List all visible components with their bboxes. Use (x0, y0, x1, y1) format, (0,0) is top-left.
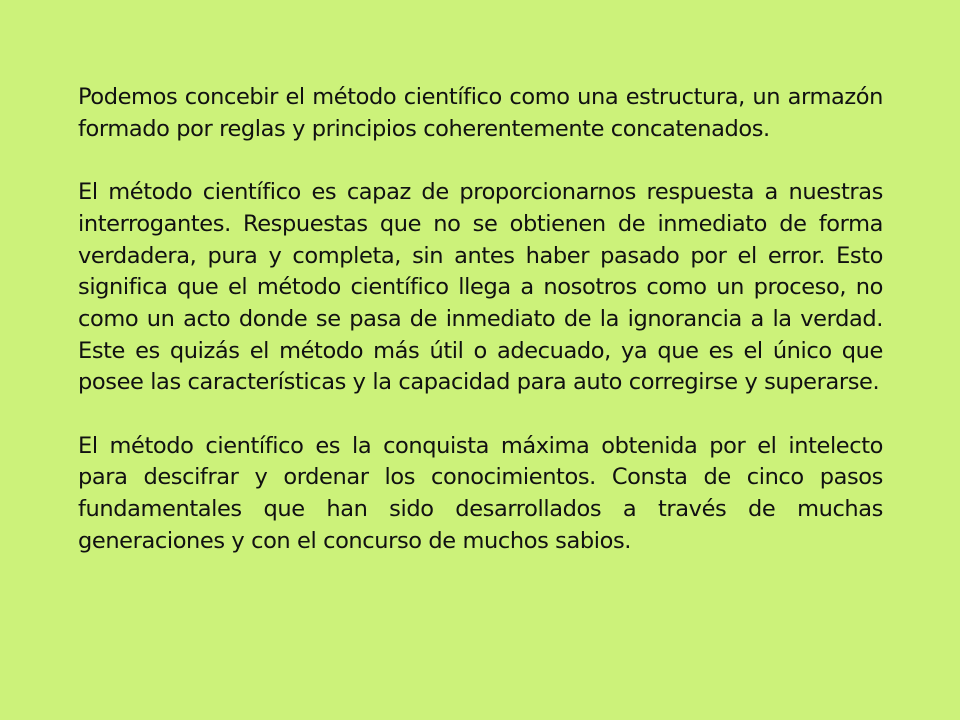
slide-body (78, 82, 883, 558)
paragraph-3: El método científico es la conquista máxima obtenida por el intelecto para descifrar y ordenar los conocimientos. Consta de cinco pasos fundamentales que han sido desarrollados a través de muchas generaciones y con el concurso de muchos sabios. (78, 432, 883, 554)
paragraph-2: El método científico es capaz de proporcionarnos respuesta a nuestras interrogantes. Respuestas que no se obtienen de inmediato de forma verdadera, pura y completa, sin antes haber pasado por el error. Esto significa que el método científico llega a nosotros como un proceso, no como un acto donde se pasa de inmediato de la ignorancia a la verdad. Este es quizás el método más útil o adecuado, ya que es el único que posee las características y la capacidad para auto corregirse y superarse. (78, 179, 883, 396)
paragraph-1: Podemos concebir el método científico como una estructura, un armazón formado por reglas y principios coherentemente concatenados. (78, 84, 883, 142)
